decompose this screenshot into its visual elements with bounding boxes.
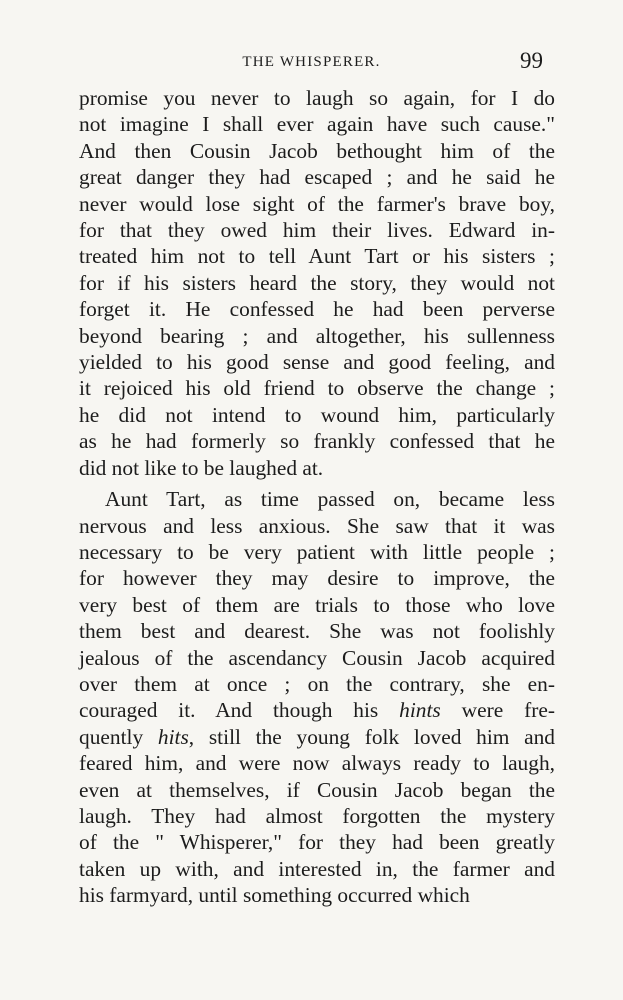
text-line: taken up with, and interested in, the farmer and	[79, 856, 555, 881]
text-line: he did not intend to wound him, particularly	[79, 402, 555, 427]
text-line: did not like to be laughed at.	[79, 455, 324, 480]
page-number: 99	[520, 48, 543, 73]
text-line: them best and dearest. She was not foolishly	[79, 619, 555, 644]
text-line: great danger they had escaped ; and he said he	[79, 165, 555, 190]
text-line: couraged it. And though his hints were fre-	[79, 698, 555, 723]
text-line: very best of them are trials to those who love	[79, 592, 555, 617]
body-text	[79, 85, 555, 909]
text-line: even at themselves, if Cousin Jacob began the	[79, 777, 555, 802]
text-line: promise you never to laugh so again, for I do	[79, 86, 555, 110]
text-line: jealous of the ascendancy Cousin Jacob acquired	[79, 645, 555, 670]
text-line: yielded to his good sense and good feeling, and	[79, 350, 555, 375]
text-line: his farmyard, until something occurred which	[79, 883, 470, 908]
text-line: it rejoiced his old friend to observe the change ;	[79, 376, 555, 401]
emphasis: hints	[399, 698, 441, 723]
running-head: THE WHISPERER.	[242, 54, 381, 70]
text-line: as he had formerly so frankly confessed that he	[79, 429, 555, 454]
text-line: for however they may desire to improve, the	[79, 566, 555, 591]
text-line: over them at once ; on the contrary, she en-	[79, 671, 555, 696]
text-line: beyond bearing ; and altogether, his sullenness	[79, 323, 555, 348]
text-line: for that they owed him their lives. Edward in-	[79, 218, 555, 243]
emphasis: hits	[157, 724, 189, 749]
text-line: laugh. They had almost forgotten the mystery	[79, 803, 555, 828]
page-header	[80, 48, 543, 78]
text-line: feared him, and were now always ready to laugh,	[79, 751, 555, 776]
text-line: Aunt Tart, as time passed on, became less	[105, 487, 555, 512]
text-line: necessary to be very patient with little people ;	[79, 539, 555, 564]
text-line: forget it. He confessed he had been perverse	[79, 297, 555, 322]
text-line: never would lose sight of the farmer's brave boy,	[79, 191, 555, 216]
text-line: for if his sisters heard the story, they would not	[79, 270, 555, 295]
text-line: quently hits, still the young folk loved him and	[79, 724, 555, 749]
text-line: And then Cousin Jacob bethought him of the	[79, 138, 555, 163]
text-line: of the " Whisperer," for they had been greatly	[79, 830, 555, 855]
text-line: not imagine I shall ever again have such cause."	[79, 112, 555, 137]
text-line: nervous and less anxious. She saw that it was	[79, 513, 555, 538]
text-line: treated him not to tell Aunt Tart or his sisters ;	[79, 244, 555, 269]
